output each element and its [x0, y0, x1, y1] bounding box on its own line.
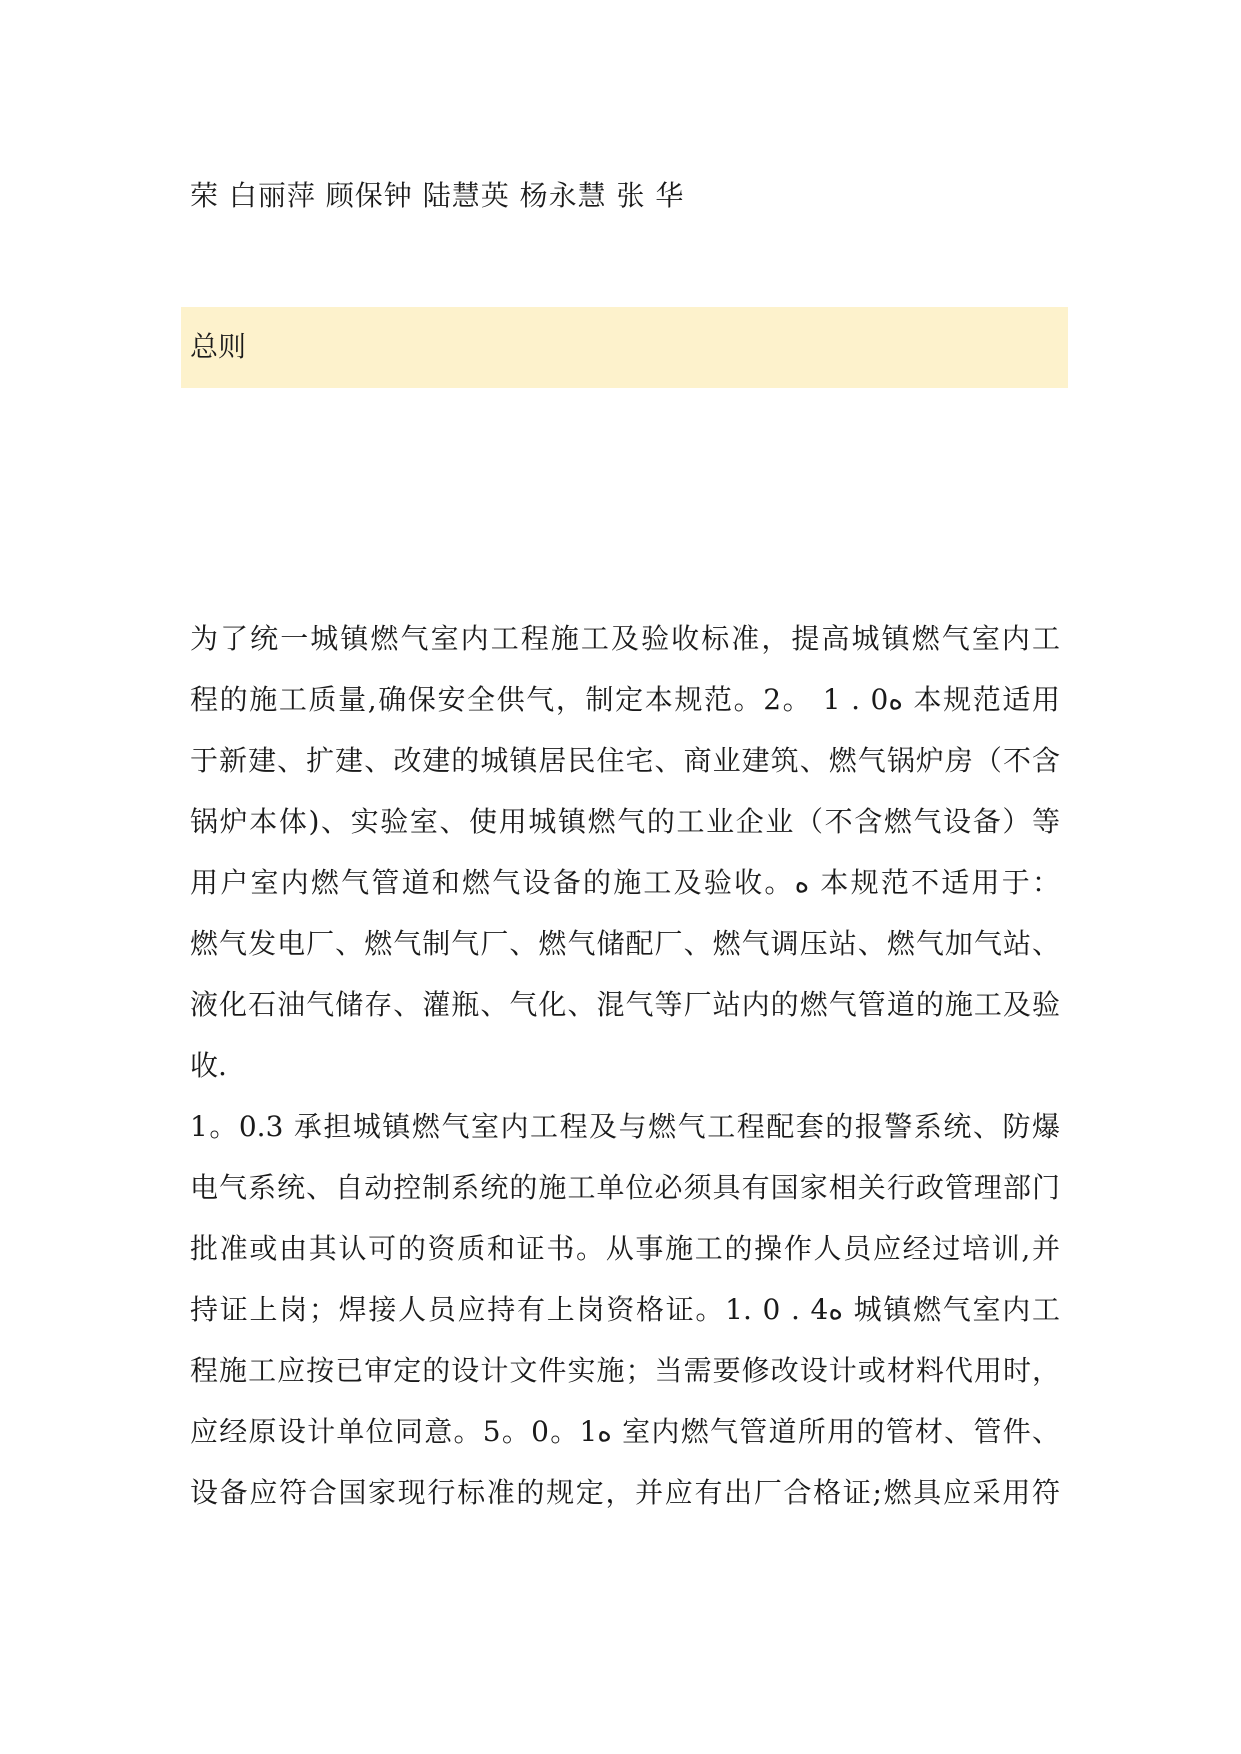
- body-line: 燃气发电厂、燃气制气厂、燃气储配厂、燃气调压站、燃气加气站、: [190, 927, 1060, 960]
- author-names: 荣 白丽萍 顾保钟 陆慧英 杨永慧 张 华: [190, 179, 685, 212]
- body-line: 持证上岗；焊接人员应持有上岗资格证。1. 0 . 4ه 城镇燃气室内工: [190, 1293, 1061, 1326]
- body-line: 程的施工质量,确保安全供气，制定本规范。2。 1 . 0ه 本规范适用: [190, 683, 1060, 716]
- body-line: 应经原设计单位同意。5。0。1ه 室内燃气管道所用的管材、管件、: [190, 1415, 1060, 1448]
- body-line: 设备应符合国家现行标准的规定，并应有出厂合格证;燃具应采用符: [190, 1476, 1060, 1509]
- section-banner: [181, 307, 1068, 388]
- body-line: 收.: [190, 1049, 227, 1082]
- body-line: 批准或由其认可的资质和证书。从事施工的操作人员应经过培训,并: [190, 1232, 1060, 1265]
- section-title: 总则: [190, 330, 247, 363]
- body-line: 用户室内燃气管道和燃气设备的施工及验收。ه 本规范不适用于：: [190, 866, 1060, 899]
- body-text: [190, 608, 1060, 1523]
- body-line: 电气系统、自动控制系统的施工单位必须具有国家相关行政管理部门: [190, 1171, 1060, 1204]
- body-line: 于新建、扩建、改建的城镇居民住宅、商业建筑、燃气锅炉房（不含: [190, 744, 1060, 777]
- body-line: 锅炉本体)、实验室、使用城镇燃气的工业企业（不含燃气设备）等: [190, 805, 1060, 838]
- body-line: 液化石油气储存、灌瓶、气化、混气等厂站内的燃气管道的施工及验: [190, 988, 1060, 1021]
- body-line: 程施工应按已审定的设计文件实施；当需要修改设计或材料代用时，: [190, 1354, 1060, 1387]
- body-line: 为了统一城镇燃气室内工程施工及验收标准，提高城镇燃气室内工: [190, 622, 1060, 655]
- body-line: 1。0.3 承担城镇燃气室内工程及与燃气工程配套的报警系统、防爆: [190, 1110, 1060, 1143]
